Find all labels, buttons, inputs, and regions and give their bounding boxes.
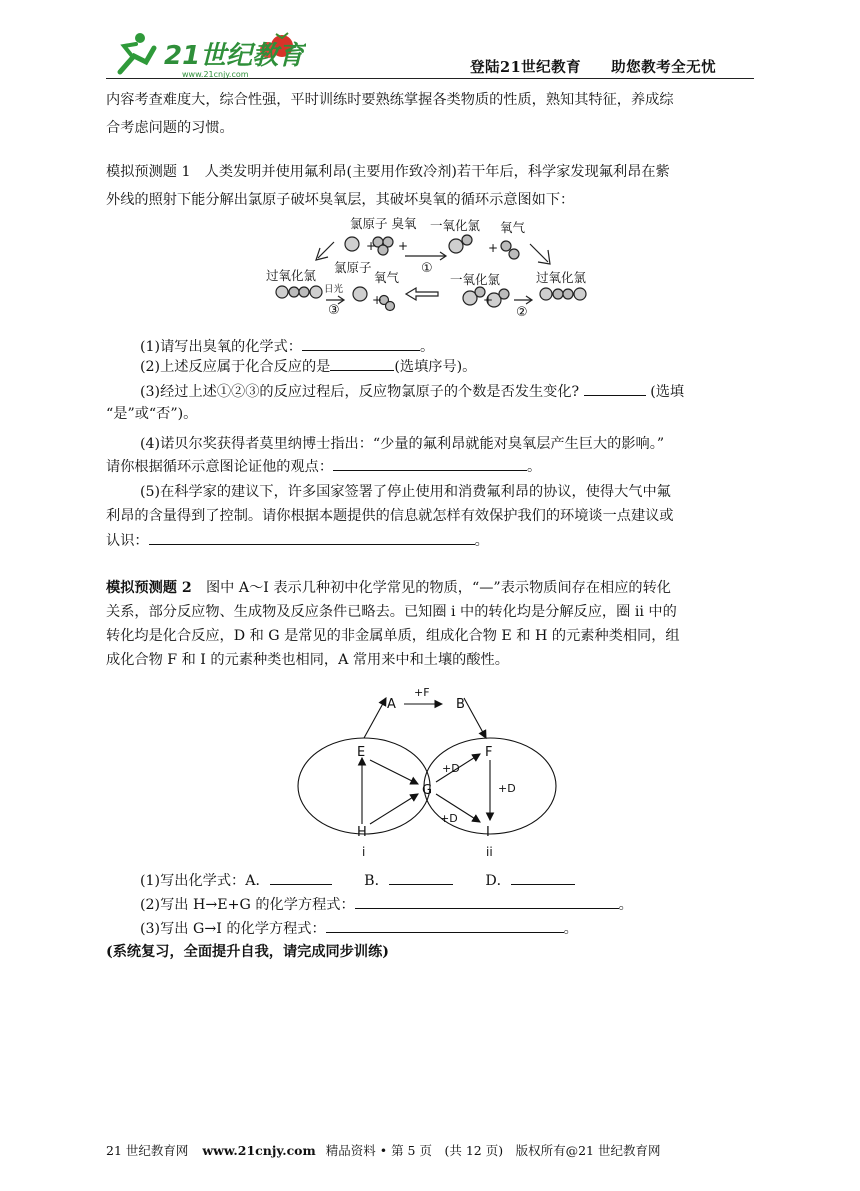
step-3-label: ③	[328, 303, 340, 318]
running-figure-icon	[120, 33, 154, 72]
node-h: H	[357, 825, 367, 840]
label-oxygen-mid: 氧气	[374, 270, 400, 285]
label-cl2o2-left: 过氧化氯	[266, 268, 317, 283]
q2-line-1: 模拟预测题 2 图中 A～I 表示几种初中化学常见的物质，“—”表示物质间存在相应的转化	[106, 580, 671, 596]
q1-part-5-line-3: 认识： 。	[106, 530, 489, 551]
intro-line-1: 内容考查难度大，综合性强，平时训练时要熟练掌握各类物质的性质，熟知其特征，养成综	[106, 92, 674, 108]
answer-blank-chlorine-change[interactable]	[584, 381, 646, 396]
node-i: I	[486, 825, 490, 840]
answer-blank-d[interactable]	[511, 870, 575, 885]
svg-text:+: +	[483, 293, 494, 307]
svg-text:+: +	[372, 293, 383, 307]
label-plus-d-3: +D	[440, 812, 458, 825]
q2-part-2: (2)写出 H→E+G 的化学方程式： 。	[140, 894, 633, 915]
label-sunlight: 日光	[324, 284, 344, 295]
site-logo	[106, 26, 306, 82]
q2-part-3: (3)写出 G→I 的化学方程式： 。	[140, 918, 578, 939]
node-e: E	[357, 745, 366, 760]
answer-blank-h-equation[interactable]	[355, 894, 619, 909]
label-clo-top: 一氧化氯	[430, 218, 481, 233]
label-plus-d-1: +D	[442, 762, 460, 775]
answer-blank-argument[interactable]	[333, 456, 527, 471]
node-g: G	[422, 783, 433, 798]
intro-line-2: 合考虑问题的习惯。	[106, 120, 234, 136]
q2-part-1: (1)写出化学式：A． B． D．	[140, 870, 575, 891]
footer	[106, 1141, 660, 1159]
q1-part-4-line-1: (4)诺贝尔奖获得者莫里纳博士指出：“少量的氟利昂就能对臭氧层产生巨大的影响。”	[140, 436, 665, 452]
node-b: B	[456, 697, 465, 712]
q2-line-3: 转化均是化合反应，D 和 G 是常见的非金属单质，组成化合物 E 和 H 的元素种类相同，组	[106, 628, 680, 644]
closing-note: (系统复习，全面提升自我，请完成同步训练)	[106, 944, 389, 960]
answer-blank-combination[interactable]	[330, 356, 394, 371]
q1-part-1: (1)请写出臭氧的化学式： 。	[140, 336, 434, 357]
label-oxygen-top: 氧气	[500, 220, 526, 235]
answer-blank-suggestion[interactable]	[149, 530, 475, 545]
q1-line-1: 模拟预测题 1 人类发明并使用氟利昂(主要用作致冷剂)若干年后，科学家发现氟利昂在紫	[106, 164, 670, 180]
q2-title: 模拟预测题 2	[106, 580, 192, 596]
footer-url[interactable]: www.21cnjy.com	[202, 1143, 316, 1158]
answer-blank-g-equation[interactable]	[326, 918, 564, 933]
q1-line-2: 外线的照射下能分解出氯原子破坏臭氧层，其破坏臭氧的循环示意图如下：	[106, 192, 575, 208]
logo-url: www.21cnjy.com	[182, 70, 249, 79]
q1-part-5-line-2: 利昂的含量得到了控制。请你根据本题提供的信息就怎样有效保护我们的环境谈一点建议或	[106, 508, 674, 524]
conversion-diagram	[294, 676, 564, 862]
label-plus-d-2: +D	[498, 782, 516, 795]
q2-line-2: 关系，部分反应物、生成物及反应条件已略去。已知圈 i 中的转化均是分解反应，圈 ii 中的	[106, 604, 677, 620]
footer-info: 精品资料 • 第 5 页 (共 12 页) 版权所有@21 世纪教育网	[325, 1143, 661, 1158]
logo-text: 21世纪教育	[164, 41, 305, 71]
footer-site: 21 世纪教育网	[106, 1143, 189, 1158]
label-circle-ii: ii	[486, 845, 493, 859]
answer-blank-ozone-formula[interactable]	[302, 336, 420, 351]
answer-blank-b[interactable]	[389, 870, 453, 885]
label-circle-i: i	[362, 845, 366, 859]
node-a: A	[387, 697, 396, 712]
q1-part-4-line-2: 请你根据循环示意图论证他的观点： 。	[106, 456, 541, 477]
svg-text:+: +	[366, 239, 377, 253]
svg-text:+: +	[488, 241, 499, 255]
step-2-label: ②	[516, 305, 528, 320]
answer-blank-a[interactable]	[270, 870, 332, 885]
header-divider	[106, 78, 754, 79]
label-plus-f: +F	[414, 686, 430, 699]
ozone-cycle-diagram	[260, 212, 610, 326]
label-clo-mid: 一氧化氯	[450, 272, 501, 287]
label-chlorine-mid: 氯原子	[334, 260, 372, 275]
label-cl2o2-right: 过氧化氯	[536, 270, 587, 285]
label-chlorine-ozone: 氯原子 臭氧	[350, 216, 417, 231]
step-1-label: ①	[421, 261, 433, 276]
q1-part-3-line-2: “是”或“否”)。	[106, 406, 198, 422]
node-f: F	[485, 745, 493, 760]
q1-part-2: (2)上述反应属于化合反应的是 (选填序号)。	[140, 356, 476, 377]
header-slogan: 登陆21世纪教育 助您教考全无忧	[470, 59, 717, 76]
q1-part-3: (3)经过上述①②③的反应过程后，反应物氯原子的个数是否发生变化? (选填	[140, 381, 684, 402]
svg-text:+: +	[398, 239, 409, 253]
q1-part-5-line-1: (5)在科学家的建议下，许多国家签署了停止使用和消费氟利昂的协议，使得大气中氟	[140, 484, 671, 500]
q2-line-4: 成化合物 F 和 I 的元素种类也相同，A 常用来中和土壤的酸性。	[106, 652, 509, 668]
